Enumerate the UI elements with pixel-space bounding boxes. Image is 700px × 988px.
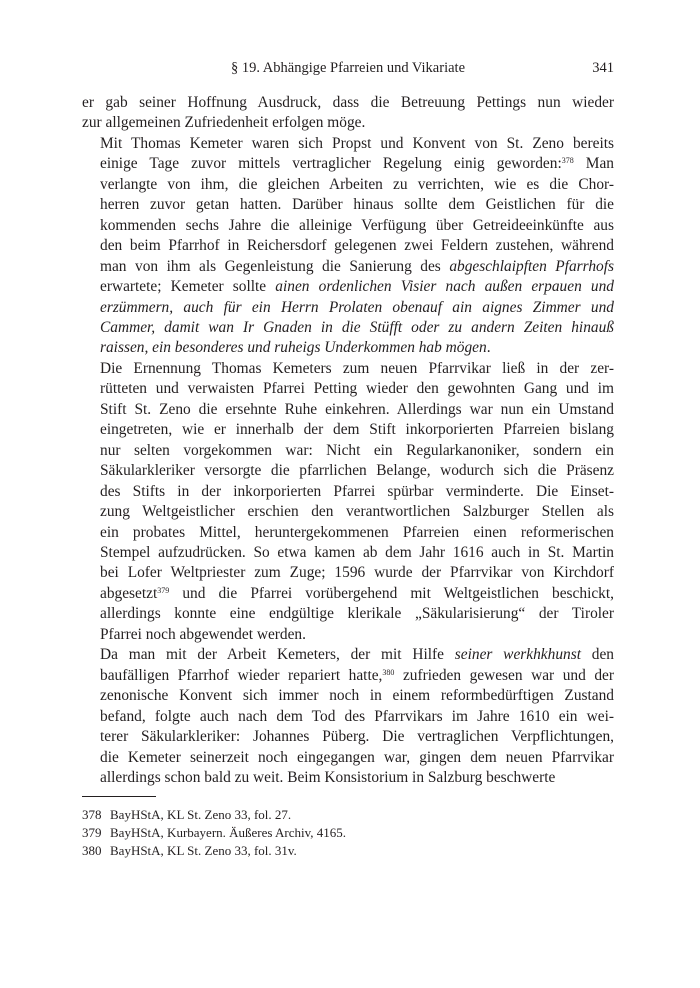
- page-header: [82, 60, 614, 80]
- quoted-text: raissen, ein besonderes und ruheigs Underkommen hab mögen: [100, 339, 487, 357]
- text-run: bei Lofer Weltpriester zum Zuge; 1596 wurde der Pfarrvikar von Kirchdorf: [100, 564, 614, 582]
- text-line: [82, 298, 614, 318]
- text-line: [82, 154, 614, 174]
- text-run: verlangte von ihm, die gleichen Arbeiten zu verrichten, wie es die Chor-: [100, 175, 614, 193]
- text-run: ein probates Mittel, heruntergekommenen Pfarreien einen reformerischen: [100, 523, 614, 541]
- text-run: herren zuvor getan hatten. Darüber hinaus sollte dem Geistlichen für die: [100, 196, 614, 214]
- text-line: [82, 707, 614, 727]
- text-run: erwartete; Kemeter sollte: [100, 278, 276, 296]
- text-run: und die Pfarrei vorübergehend mit Weltgeistlichen beschickt,: [169, 584, 614, 602]
- text-run: Mit Thomas Kemeter waren sich Propst und Konvent von St. Zeno bereits: [100, 134, 614, 152]
- footnote-ref: 380: [382, 667, 395, 677]
- text-run: .: [486, 339, 491, 357]
- text-line: [82, 441, 614, 461]
- text-line: [82, 379, 614, 399]
- text-line: [82, 216, 614, 236]
- text-line: [82, 604, 614, 624]
- text-run: eingetreten, wie er innerhalb der dem Stift inkorporierten Pfarreien bislang: [100, 421, 614, 439]
- paragraph: [82, 93, 614, 134]
- text-run: Die Ernennung Thomas Kemeters zum neuen Pfarrvikar ließ in der zer-: [100, 359, 614, 377]
- text-run: rütteten und verwaisten Pfarrei Petting wieder den gewohnten Gang und im: [100, 380, 614, 398]
- text-line: [82, 625, 614, 645]
- text-run: Da man mit der Arbeit Kemeters, der mit Hilfe: [100, 646, 455, 664]
- text-run: zur allgemeinen Zufriedenheit erfolgen möge.: [82, 114, 366, 132]
- text-run: baufälligen Pfarrhof wieder repariert hatte,: [100, 666, 383, 684]
- footnote-number: 379: [82, 825, 102, 840]
- text-run: zufrieden gewesen war und der: [394, 666, 614, 684]
- footnote-text: BayHStA, Kurbayern. Äußeres Archiv, 4165.: [110, 825, 346, 840]
- text-run: den beim Pfarrhof in Reichersdorf gelegenen zwei Feldern zustehen, während: [100, 237, 614, 255]
- text-run: nur selten vorgekommen war: Nicht ein Regularkanoniker, sondern ein: [100, 441, 614, 459]
- footnote-ref: 379: [157, 585, 170, 595]
- text-line: [82, 543, 614, 563]
- footnotes: [82, 806, 614, 860]
- text-run: allerdings schon bald zu weit. Beim Konsistorium in Salzburg beschwerte: [100, 768, 556, 786]
- text-line: [82, 338, 614, 358]
- text-run: terer Säkularkleriker: Johannes Püberg. Die vertraglichen Verpflichtungen,: [100, 728, 614, 746]
- text-line: [82, 359, 614, 379]
- text-line: [82, 236, 614, 256]
- text-line: [82, 727, 614, 747]
- text-run: die Kemeter seinerzeit noch eingegangen war, gingen dem neuen Pfarrvikar: [100, 748, 614, 766]
- text-run: abgesetzt: [100, 584, 158, 602]
- text-run: man von ihm als Gegenleistung die Sanierung des: [100, 257, 450, 275]
- text-line: [82, 584, 614, 604]
- quoted-text: seiner werkhkhunst: [454, 646, 581, 664]
- running-head: § 19. Abhängige Pfarreien und Vikariate: [230, 60, 466, 76]
- text-line: [82, 257, 614, 277]
- text-line: [82, 686, 614, 706]
- text-line: [82, 134, 614, 154]
- text-line: [82, 482, 614, 502]
- text-run: einige Tage zuvor mittels vertraglicher Regelung einig geworden:: [100, 155, 562, 173]
- footnote: [82, 806, 614, 824]
- quoted-text: ainen ordenlichen Visier nach außen erpauen und: [275, 278, 614, 296]
- footnote-text: BayHStA, KL St. Zeno 33, fol. 31v.: [110, 843, 297, 858]
- text-run: zung Weltgeistlicher erschien den verantwortlichen Salzburger Stellen als: [100, 503, 614, 521]
- text-run: den: [580, 646, 614, 664]
- text-line: [82, 93, 614, 113]
- footnote-ref: 378: [561, 156, 574, 166]
- text-line: [82, 277, 614, 297]
- paragraph: [82, 134, 614, 359]
- text-run: Säkularkleriker versorgte die pfarrlichen Belange, wodurch sich die Präsenz: [100, 462, 614, 480]
- text-run: Pfarrei noch abgewendet werden.: [100, 625, 306, 643]
- text-line: [82, 768, 614, 788]
- body-text: [82, 93, 614, 788]
- text-run: Man: [573, 155, 614, 173]
- text-line: [82, 420, 614, 440]
- quoted-text: abgeschlaipften Pfarrhofs: [449, 257, 615, 275]
- paragraph: [82, 359, 614, 645]
- text-line: [82, 318, 614, 338]
- footnote: [82, 824, 614, 842]
- text-line: [82, 523, 614, 543]
- text-line: [82, 645, 614, 665]
- paragraph: [82, 645, 614, 788]
- quoted-text: erzümmern, auch für ein Herrn Prolaten obenauf ain aignes Zimmer und: [100, 298, 614, 316]
- text-line: [82, 195, 614, 215]
- text-line: [82, 400, 614, 420]
- text-run: kommenden sechs Jahre die alleinige Verfügung über Getreideeinkünfte aus: [100, 216, 614, 234]
- text-run: Stift St. Zeno die ersehnte Ruhe einkehren. Allerdings war nun ein Umstand: [100, 400, 614, 418]
- footnote-text: BayHStA, KL St. Zeno 33, fol. 27.: [110, 807, 292, 822]
- text-run: befand, folgte auch nach dem Tod des Pfarrvikars im Jahre 1610 ein wei-: [100, 707, 614, 725]
- footnote-rule: [82, 796, 156, 797]
- text-run: des Stifts in der inkorporierten Pfarrei spürbar verminderte. Die Einset-: [100, 482, 614, 500]
- text-run: er gab seiner Hoffnung Ausdruck, dass die Betreuung Pettings nun wieder: [82, 94, 614, 111]
- text-line: [82, 461, 614, 481]
- footnote: [82, 842, 614, 860]
- text-run: zenonische Konvent sich immer noch in einem reformbedürftigen Zustand: [100, 687, 614, 705]
- text-line: [82, 666, 614, 686]
- text-line: [82, 748, 614, 768]
- page-number: 341: [592, 60, 614, 76]
- text-run: allerdings konnte eine endgültige klerikale „Säkularisierung“ der Tiroler: [100, 605, 614, 623]
- text-line: [82, 502, 614, 522]
- text-line: [82, 563, 614, 583]
- footnote-number: 380: [82, 843, 102, 858]
- text-run: Stempel aufzudrücken. So etwa kamen ab dem Jahr 1616 auch in St. Martin: [100, 543, 614, 561]
- text-line: [82, 175, 614, 195]
- quoted-text: Cammer, damit wan Ir Gnaden in die Stüfft oder zu andern Zeiten hinauß: [100, 318, 614, 336]
- text-line: [82, 113, 614, 133]
- footnote-number: 378: [82, 807, 102, 822]
